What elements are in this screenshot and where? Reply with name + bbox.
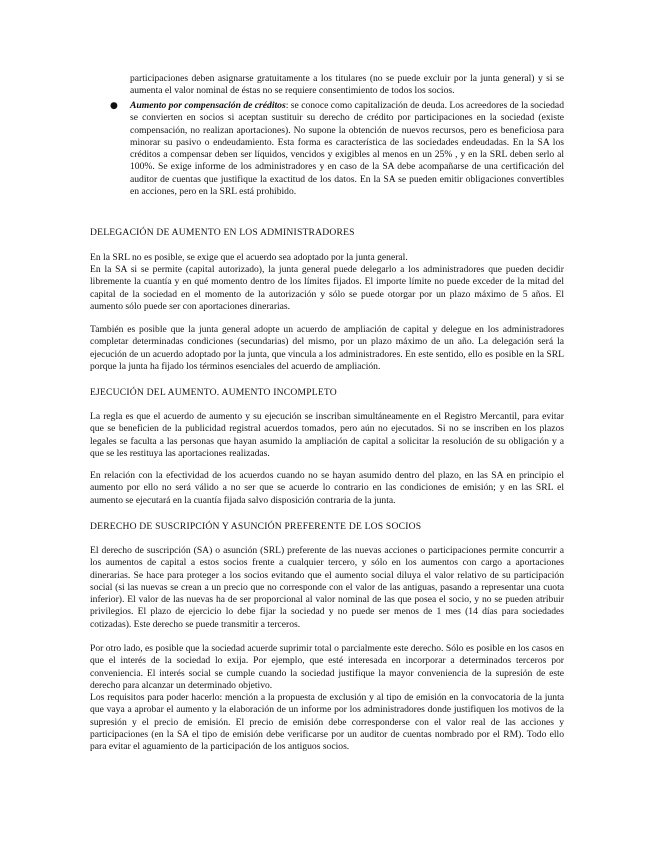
bullet-icon: ● bbox=[110, 101, 118, 111]
paragraph: Por otro lado, es posible que la sociedad acuerde suprimir total o parcialmente este derecho. Sólo es posible en los casos en que el interés de la sociedad lo exija. Por ejemplo, que esté interesada en incorporar a determinados terceros por conveniencia. El interés social se cumple cuando la sociedad justifique la mayor conveniencia de la supresión de este derecho para alcanzar un determinado objetivo. bbox=[90, 643, 564, 691]
paragraph: El derecho de suscripción (SA) o asunción (SRL) preferente de las nuevas acciones o participaciones permite concurrir a los aumentos de capital a estos socios frente a cualquier tercero, y sólo en los aumentos con cargo a aportaciones dinerarias. Se hace para proteger a los socios evitando que el aumento social diluya el valor relativo de su participación social (si las nuevas se crean a un precio que no corresponde con el valor de las antiguas, pasando a representar una cuota inferior). El valor de las nuevas ha de ser proporcional al valor nominal de las que posea el socio, y no se pueden atribuir privilegios. El plazo de ejercicio lo debe fijar la sociedad y no puede ser menos de 1 mes (14 días para sociedades cotizadas). Este derecho se puede transmitir a terceros. bbox=[90, 545, 564, 630]
bullet-item bbox=[110, 100, 564, 198]
paragraph: También es posible que la junta general adopte un acuerdo de ampliación de capital y delegue en los administradores completar determinadas condiciones (secundarias) del mismo, por un plazo máximo de un año. La delegación será la ejecución de un acuerdo adoptado por la junta, que vincula a los administradores. En este sentido, ello es posible en la SRL porque la junta ha fijado los términos esenciales del acuerdo de ampliación. bbox=[90, 324, 564, 372]
bullet-text bbox=[130, 100, 564, 198]
bullet-lead: Aumento por compensación de créditos bbox=[130, 100, 286, 111]
section-heading-delegacion: DELEGACIÓN DE AUMENTO EN LOS ADMINISTRADORES bbox=[90, 227, 355, 238]
bullet-body: : se conoce como capitalización de deuda. Los acreedores de la sociedad se convierten en socios si aceptan sustituir su derecho de crédito por participaciones en la sociedad (existe compensación, no realizan aportaciones). No supone la obtención de nuevos recursos, pero es beneficiosa para minorar su pasivo o endeudamiento. Esta forma es característica de las sociedades endeudadas. En la SA los créditos a compensar deben ser líquidos, vencidos y exigibles al menos en un 25% , y en la SRL deben serlo al 100%. Se exige informe de los administradores y en caso de la SA debe acompañarse de una certificación del auditor de cuentas que justifique la exactitud de los datos. En la SA se pueden emitir obligaciones convertibles en acciones, pero en la SRL está prohibido. bbox=[130, 100, 564, 198]
paragraph: En la SA si se permite (capital autorizado), la junta general puede delegarlo a los administradores que pueden decidir libremente la cuantía y en qué momento dentro de los límites fijados. El importe límite no puede exceder de la mitad del capital de la sociedad en el momento de la autorización y sólo se puede otorgar por un plazo máximo de 5 años. El aumento sólo puede ser con aportaciones dinerarias. bbox=[90, 264, 564, 312]
paragraph: En la SRL no es posible, se exige que el acuerdo sea adoptado por la junta general. bbox=[90, 252, 408, 263]
paragraph: En relación con la efectividad de los acuerdos cuando no se hayan asumido dentro del plazo, en las SA en principio el aumento por ello no será válido a no ser que se acuerde lo contrario en las condiciones de emisión; y en las SRL el aumento se ejecutará en la cuantía fijada salvo disposición contraria de la junta. bbox=[90, 470, 564, 506]
section-heading-derecho: DERECHO DE SUSCRIPCIÓN Y ASUNCIÓN PREFERENTE DE LOS SOCIOS bbox=[90, 521, 422, 532]
paragraph: Los requisitos para poder hacerlo: mención a la propuesta de exclusión y al tipo de emisión en la convocatoria de la junta que vaya a aprobar el aumento y la elaboración de un informe por los administradores donde justifiquen los motivos de la supresión y el precio de emisión. El precio de emisión debe corresponderse con el valor real de las acciones y participaciones (en la SA el tipo de emisión debe verificarse por un auditor de cuentas nombrado por el RM). Todo ello para evitar el aguamiento de la participación de los antiguos socios. bbox=[90, 692, 564, 753]
paragraph: La regla es que el acuerdo de aumento y su ejecución se inscriban simultáneamente en el Registro Mercantil, para evitar que se beneficien de la publicidad registral acuerdos tomados, pero aún no ejecutados. Si no se inscriben en los plazos legales se faculta a las personas que hayan asumido la ampliación de capital a solicitar la resolución de su obligación y a que se les restituya las aportaciones realizadas. bbox=[90, 411, 564, 459]
continuation-paragraph: participaciones deben asignarse gratuitamente a los titulares (no se puede excluir por la junta general) y si se aumenta el valor nominal de éstas no se requiere consentimiento de todos los socios. bbox=[130, 73, 564, 97]
section-heading-ejecucion: EJECUCIÓN DEL AUMENTO. AUMENTO INCOMPLETO bbox=[90, 387, 337, 398]
